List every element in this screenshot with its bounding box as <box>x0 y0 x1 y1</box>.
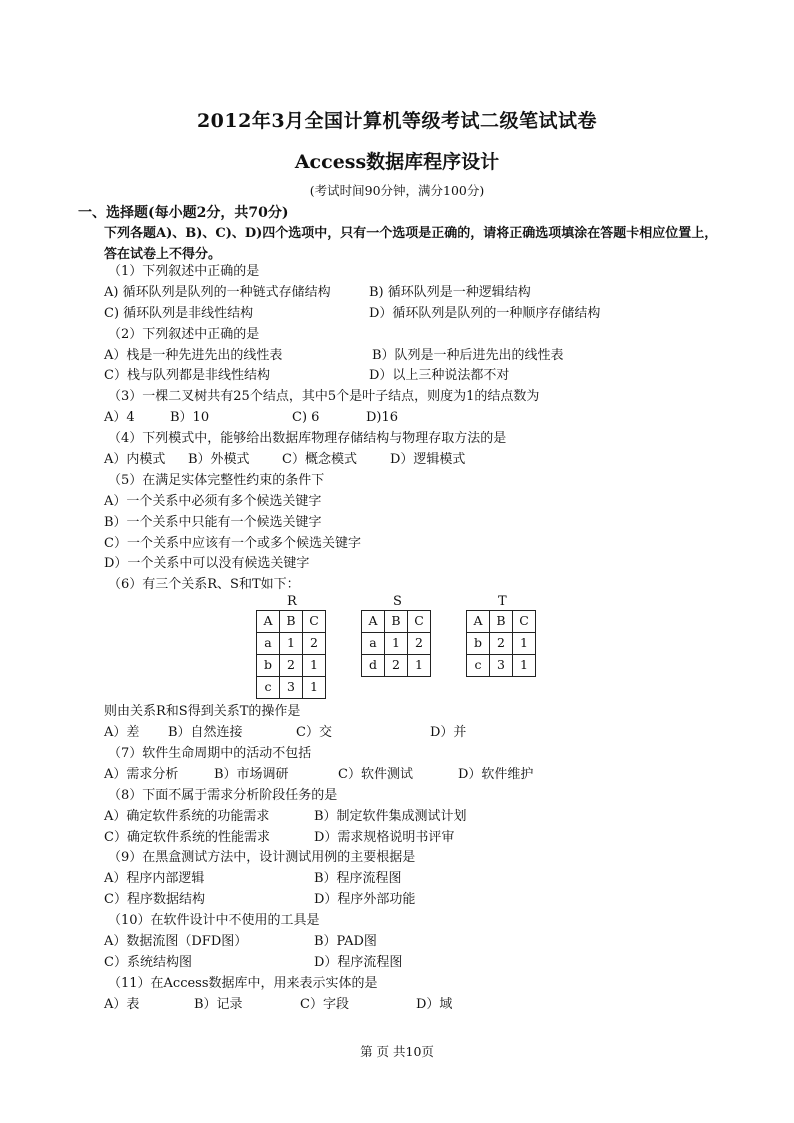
question-4-options <box>104 450 744 471</box>
option-a: A）表 <box>104 996 140 1012</box>
table-cell: 2 <box>280 655 303 677</box>
table-cell: B <box>385 611 408 633</box>
table-cell: 1 <box>513 655 536 677</box>
question-8-options-cd <box>104 828 744 849</box>
option-c: C）概念模式 <box>282 452 357 468</box>
table-cell: b <box>257 655 280 677</box>
option-b: B）10 <box>170 410 210 426</box>
table-cell: 3 <box>490 655 513 677</box>
option-d: D）循环队列是队列的一种顺序存储结构 <box>369 305 601 321</box>
question-9-options-cd <box>104 890 744 911</box>
option-a: A）数据流图（DFD图） <box>104 934 248 950</box>
question-10-stem: （10）在软件设计中不使用的工具是 <box>108 913 320 929</box>
question-10-options-ab <box>104 932 744 953</box>
relation-t-label: T <box>498 594 507 610</box>
option-a: A）内模式 <box>104 452 166 468</box>
option-d: D）逻辑模式 <box>390 452 466 468</box>
option-d: D）域 <box>416 996 453 1012</box>
option-b: B）PAD图 <box>314 934 377 950</box>
option-c: C）确定软件系统的性能需求 <box>104 829 270 845</box>
question-6-followup: 则由关系R和S得到关系T的操作是 <box>104 704 301 720</box>
question-6-stem: （6）有三个关系R、S和T如下： <box>108 577 300 593</box>
question-list <box>104 262 744 1016</box>
option-c: C）系统结构图 <box>104 954 192 970</box>
table-cell: A <box>362 611 385 633</box>
option-c: C）软件测试 <box>338 766 413 782</box>
question-2-options-cd <box>104 366 744 387</box>
option-d: D）一个关系中可以没有候选关键字 <box>104 556 310 572</box>
relation-s-table <box>361 610 431 677</box>
question-2-options-ab <box>104 346 744 367</box>
question-5-stem: （5）在满足实体完整性约束的条件下 <box>108 472 325 488</box>
relation-s-label: S <box>393 594 402 610</box>
option-b: B）市场调研 <box>214 766 289 782</box>
option-b: B）队列是一种后进先出的线性表 <box>372 347 564 363</box>
table-cell: C <box>303 611 326 633</box>
table-cell: 2 <box>385 655 408 677</box>
option-a: A）4 <box>104 410 135 426</box>
section-instruction: 下列各题A)、B)、C)、D)四个选项中，只有一个选项是正确的，请将正确选项填涂在答题卡相应位置上，答在试卷上不得分。 <box>104 226 718 262</box>
question-10-options-cd <box>104 953 744 974</box>
table-cell: 1 <box>408 655 431 677</box>
question-11-options <box>104 995 744 1016</box>
table-cell: c <box>257 676 280 698</box>
option-b: B）自然连接 <box>168 725 243 741</box>
exam-subject: Access数据库程序设计 <box>294 151 500 173</box>
option-b: B）一个关系中只能有一个候选关键字 <box>104 514 322 530</box>
option-b: B）记录 <box>194 996 243 1012</box>
question-7-options <box>104 765 744 786</box>
exam-title: 2012年3月全国计算机等级考试二级笔试试卷 <box>196 110 598 132</box>
table-cell: C <box>513 611 536 633</box>
option-a: A）栈是一种先进先出的线性表 <box>104 347 283 363</box>
question-2-stem: （2）下列叙述中正确的是 <box>108 326 260 342</box>
question-11-stem: （11）在Access数据库中，用来表示实体的是 <box>108 975 378 991</box>
question-1-options-ab <box>104 283 744 304</box>
table-cell: 2 <box>490 633 513 655</box>
option-d: D）并 <box>430 725 467 741</box>
option-d: D）程序流程图 <box>314 954 403 970</box>
table-cell: 1 <box>513 633 536 655</box>
option-c: C）程序数据结构 <box>104 892 205 908</box>
table-cell: A <box>257 611 280 633</box>
table-cell: b <box>467 633 490 655</box>
relation-tables <box>104 596 744 702</box>
table-cell: A <box>467 611 490 633</box>
table-cell: 2 <box>303 633 326 655</box>
relation-r-table <box>256 610 326 699</box>
question-3-options <box>104 408 744 429</box>
option-a: A）确定软件系统的功能需求 <box>104 808 270 824</box>
question-9-options-ab <box>104 869 744 890</box>
table-cell: d <box>362 655 385 677</box>
option-d: D）程序外部功能 <box>314 892 416 908</box>
question-7-stem: （7）软件生命周期中的活动不包括 <box>108 746 312 762</box>
option-d: D）需求规格说明书评审 <box>314 829 455 845</box>
page-footer: 第 页 共10页 <box>360 1044 434 1059</box>
option-c: C）栈与队列都是非线性结构 <box>104 368 270 384</box>
table-cell: C <box>408 611 431 633</box>
option-c: C) 6 <box>292 410 320 426</box>
option-a: A）程序内部逻辑 <box>104 871 205 887</box>
option-a: A）差 <box>104 725 140 741</box>
table-cell: B <box>490 611 513 633</box>
question-6-options <box>104 723 744 744</box>
option-a: A) 循环队列是队列的一种链式存储结构 <box>104 284 331 300</box>
option-b: B) 循环队列是一种逻辑结构 <box>369 284 531 300</box>
option-c: C）字段 <box>300 996 349 1012</box>
table-cell: 1 <box>303 655 326 677</box>
option-b: B）程序流程图 <box>314 871 402 887</box>
option-a: A）需求分析 <box>104 766 179 782</box>
question-8-options-ab <box>104 807 744 828</box>
option-d: D)16 <box>366 410 399 426</box>
table-cell: a <box>362 633 385 655</box>
option-a: A）一个关系中必须有多个候选关键字 <box>104 493 322 509</box>
section-heading: 一、选择题(每小题2分，共70分) <box>78 205 289 221</box>
table-cell: 3 <box>280 676 303 698</box>
option-c: C）交 <box>296 725 332 741</box>
exam-info: (考试时间90分钟，满分100分) <box>309 183 485 198</box>
question-1-stem: （1）下列叙述中正确的是 <box>108 264 260 279</box>
question-3-stem: （3）一棵二叉树共有25个结点，其中5个是叶子结点，则度为1的结点数为 <box>108 389 540 405</box>
table-cell: 1 <box>385 633 408 655</box>
table-cell: 1 <box>303 676 326 698</box>
question-4-stem: （4）下列模式中，能够给出数据库物理存储结构与物理存取方法的是 <box>108 431 507 447</box>
relation-t-table <box>466 610 536 677</box>
option-c: C）一个关系中应该有一个或多个候选关键字 <box>104 535 361 551</box>
option-c: C) 循环队列是非线性结构 <box>104 305 254 321</box>
table-cell: B <box>280 611 303 633</box>
question-1-options-cd <box>104 304 744 325</box>
table-cell: c <box>467 655 490 677</box>
question-9-stem: （9）在黑盒测试方法中，设计测试用例的主要根据是 <box>108 850 416 866</box>
option-b: B）外模式 <box>188 452 250 468</box>
relation-r-label: R <box>287 594 297 610</box>
option-b: B）制定软件集成测试计划 <box>314 808 467 824</box>
question-8-stem: （8）下面不属于需求分析阶段任务的是 <box>108 787 338 803</box>
table-cell: a <box>257 633 280 655</box>
option-d: D）以上三种说法都不对 <box>369 368 510 384</box>
table-cell: 2 <box>408 633 431 655</box>
option-d: D）软件维护 <box>458 766 534 782</box>
table-cell: 1 <box>280 633 303 655</box>
